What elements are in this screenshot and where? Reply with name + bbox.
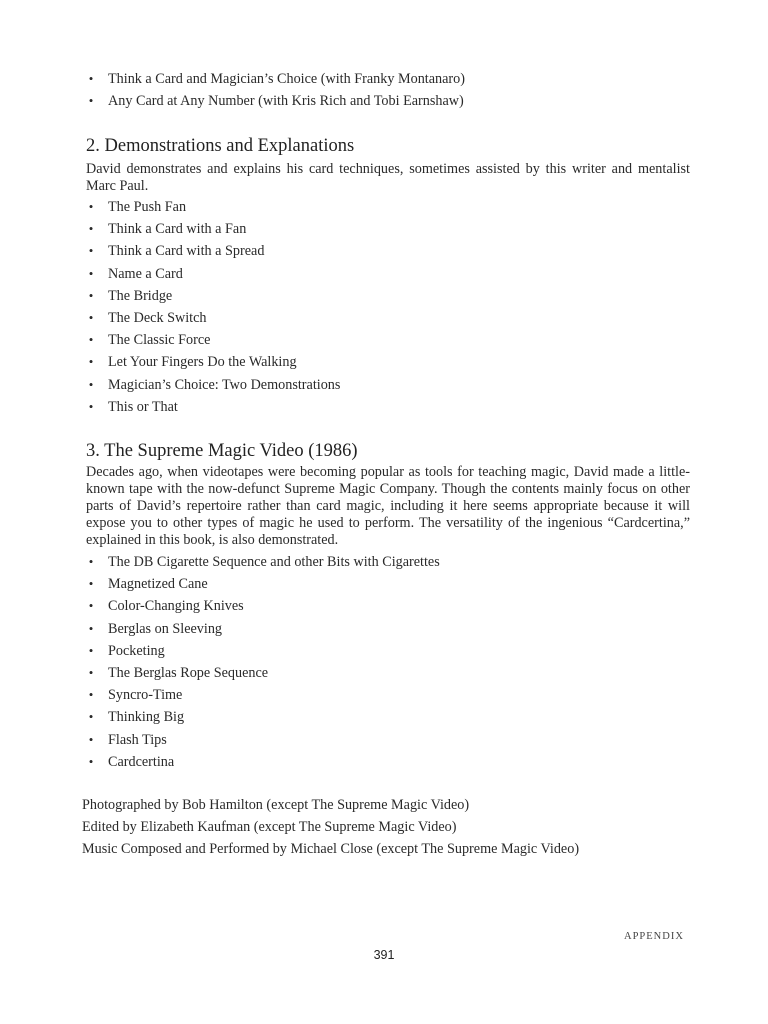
bullet-icon: • <box>88 93 94 109</box>
section-2-heading: 2. Demonstrations and Explanations <box>86 136 355 156</box>
list-item: • Color-Changing Knives <box>86 595 698 617</box>
bullet-icon: • <box>88 332 94 348</box>
section-3-intro: Decades ago, when videotapes were becoming popular as tools for teaching magic, David made a little-known tape with the now-defunct Supreme Magic Company. Though the contents mainly focus on other parts of David’s repertoire rather than card magic, including it here seems appropriate because it will expose you to other types of magic he used to perform. The versatility of the ingenious “Cardcertina,” explained in this book, is also demonstrated. <box>86 464 690 548</box>
bullet-icon: • <box>88 71 94 86</box>
bullet-icon: • <box>88 554 94 569</box>
list-item: • This or That <box>86 396 698 418</box>
list-item: • Thinking Big <box>86 706 698 728</box>
section-2-intro: David demonstrates and explains his card techniques, sometimes assisted by this writer and mentalist Marc Paul. <box>86 161 690 194</box>
list-item: • Cardcertina <box>86 751 698 773</box>
bullet-icon: • <box>88 687 94 703</box>
bullet-icon: • <box>88 309 94 325</box>
list-item: • The Classic Force <box>86 329 698 351</box>
bullet-icon: • <box>88 598 94 614</box>
bullet-icon: • <box>88 265 94 281</box>
top-bullet-list <box>86 68 698 112</box>
list-item: • Any Card at Any Number (with Kris Rich and Tobi Earnshaw) <box>86 90 698 112</box>
bullet-icon: • <box>88 243 94 259</box>
list-item: • Think a Card and Magician’s Choice (with Franky Montanaro) <box>86 68 698 90</box>
section-3-heading: 3. The Supreme Magic Video (1986) <box>86 441 358 461</box>
bullet-icon: • <box>88 642 94 658</box>
top-bullet-list-block <box>86 68 698 112</box>
list-item: • Think a Card with a Fan <box>86 218 698 240</box>
credit-line-editing: Edited by Elizabeth Kaufman (except The Supreme Magic Video) <box>82 819 457 835</box>
list-item: • Magnetized Cane <box>86 573 698 595</box>
bullet-icon: • <box>88 376 94 392</box>
bullet-icon: • <box>88 664 94 680</box>
list-item: • The Deck Switch <box>86 307 698 329</box>
list-item: • Think a Card with a Spread <box>86 240 698 262</box>
list-item: • The DB Cigarette Sequence and other Bits with Cigarettes <box>86 551 698 573</box>
list-item: • Name a Card <box>86 263 698 285</box>
list-item: • Let Your Fingers Do the Walking <box>86 351 698 373</box>
section-2-list <box>86 196 698 418</box>
bullet-icon: • <box>88 709 94 725</box>
bullet-icon: • <box>88 753 94 769</box>
bullet-icon: • <box>88 576 94 592</box>
bullet-icon: • <box>88 221 94 237</box>
bullet-icon: • <box>88 620 94 636</box>
bullet-icon: • <box>88 354 94 370</box>
bullet-icon: • <box>88 199 94 214</box>
list-item: • The Push Fan <box>86 196 698 218</box>
bullet-icon: • <box>88 398 94 414</box>
section-3-list-block <box>86 551 698 773</box>
list-item: • Pocketing <box>86 640 698 662</box>
list-item: • Syncro-Time <box>86 684 698 706</box>
credit-line-music: Music Composed and Performed by Michael Close (except The Supreme Magic Video) <box>82 841 580 857</box>
list-item: • Flash Tips <box>86 729 698 751</box>
page-number: 391 <box>373 948 395 962</box>
credits-block <box>82 794 579 860</box>
bullet-icon: • <box>88 287 94 303</box>
section-3-list <box>86 551 698 773</box>
list-item: • The Berglas Rope Sequence <box>86 662 698 684</box>
credit-line-photography: Photographed by Bob Hamilton (except The Supreme Magic Video) <box>82 797 470 813</box>
list-item: • The Bridge <box>86 285 698 307</box>
bullet-icon: • <box>88 731 94 747</box>
list-item: • Berglas on Sleeving <box>86 618 698 640</box>
list-item: • Magician’s Choice: Two Demonstrations <box>86 374 698 396</box>
running-head: APPENDIX <box>624 931 684 942</box>
section-2-list-block <box>86 196 698 418</box>
